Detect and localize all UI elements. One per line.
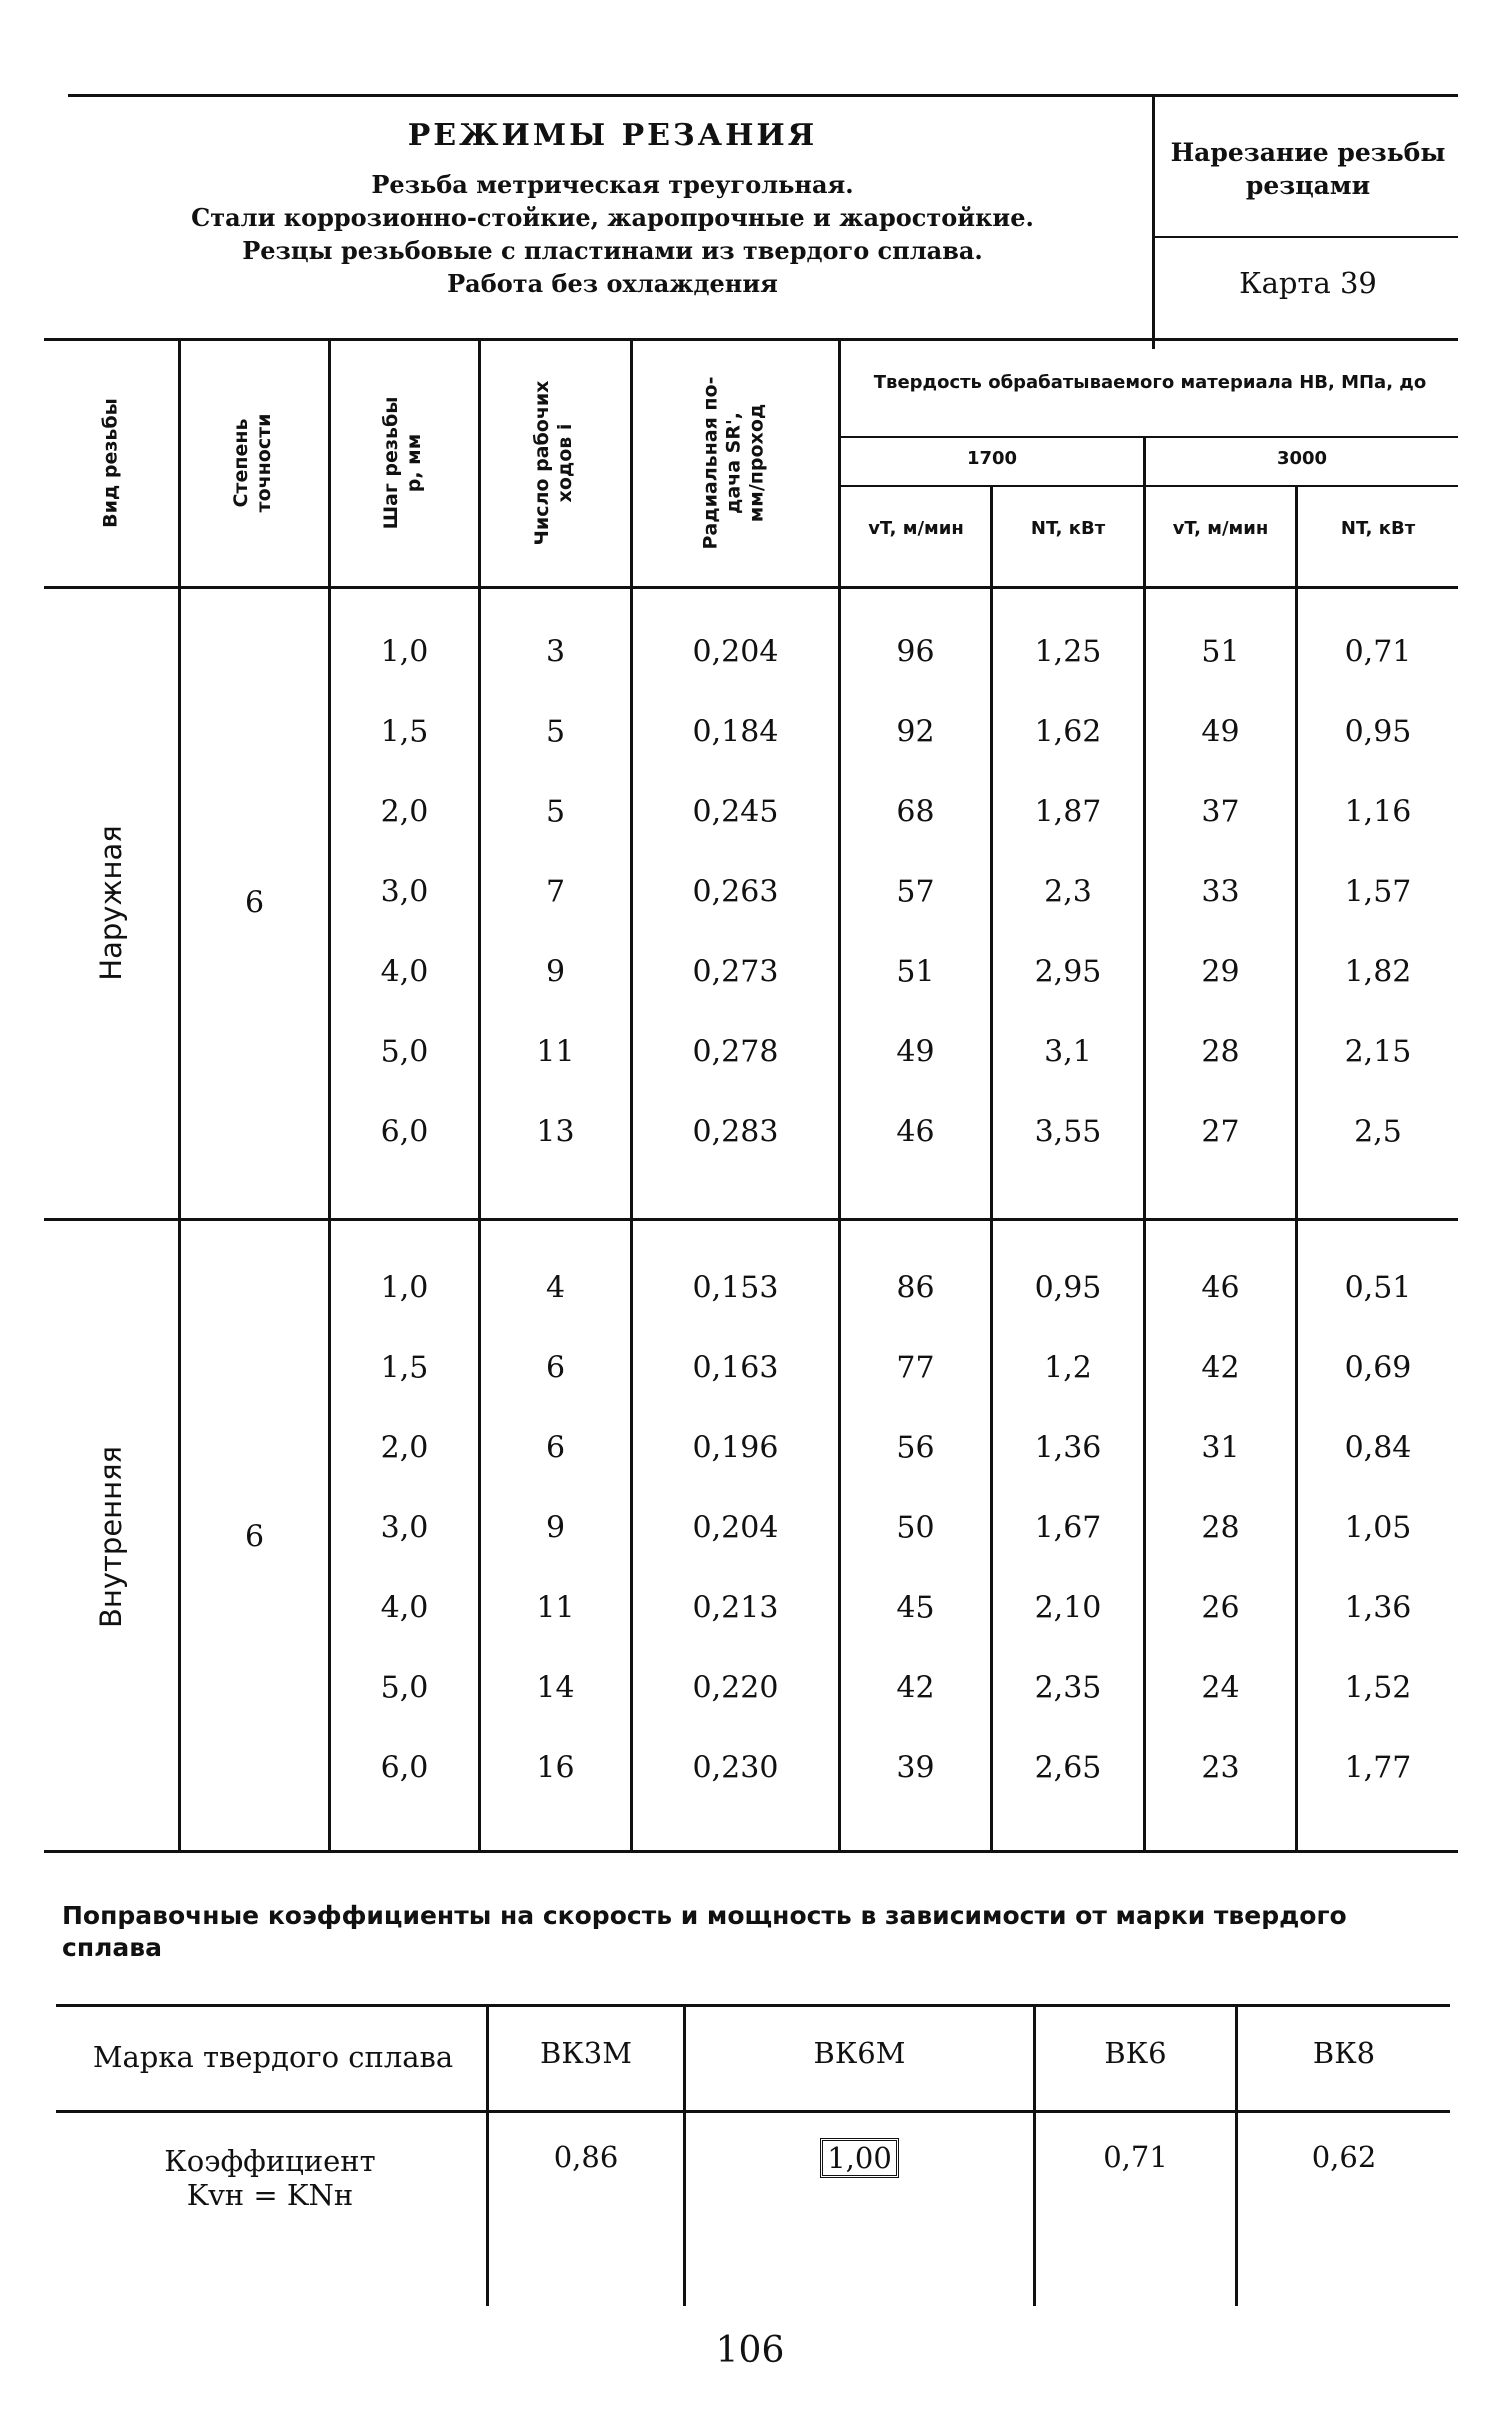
cell-n2: 1,05	[1344, 1510, 1412, 1546]
subtitle-line: Резьба метрическая треугольная.	[371, 170, 854, 199]
cell-v2: 46	[1201, 1270, 1240, 1306]
cell-v1: 86	[896, 1270, 935, 1306]
cell-feed: 0,220	[692, 1670, 779, 1706]
cell-feed: 0,196	[692, 1430, 779, 1466]
coef-vk6m-boxed: 1,00	[820, 2138, 899, 2178]
coef-label-text: Коэффициент	[164, 2144, 376, 2178]
cell-v1: 57	[896, 874, 935, 910]
cell-v2: 23	[1201, 1750, 1240, 1786]
grade-vk8: ВК8	[1312, 2036, 1376, 2070]
cell-n2: 2,5	[1354, 1114, 1402, 1150]
cell-passes: 6	[545, 1430, 566, 1466]
cell-n2: 1,36	[1344, 1590, 1412, 1626]
hardness-level-1700: 1700	[966, 448, 1018, 469]
col-header-n1: NT, кВт	[1030, 518, 1106, 539]
correction-top-rule	[56, 2004, 1450, 2007]
cell-passes: 4	[545, 1270, 566, 1306]
cell-feed: 0,278	[692, 1034, 779, 1070]
cell-v1: 45	[896, 1590, 935, 1626]
hardness-rule	[840, 436, 1458, 438]
cell-n2: 1,16	[1344, 794, 1412, 830]
cell-v1: 96	[896, 634, 935, 670]
grade-vk6m: ВК6М	[813, 2036, 906, 2070]
header-right-rule	[1155, 236, 1458, 238]
cell-n1: 3,1	[1044, 1034, 1092, 1070]
cell-n1: 3,55	[1034, 1114, 1102, 1150]
table-bottom-rule	[44, 1850, 1458, 1853]
group-label-external: Наружная	[94, 825, 128, 981]
cell-n1: 1,2	[1044, 1350, 1092, 1386]
cell-n2: 0,51	[1344, 1270, 1412, 1306]
cell-n2: 0,71	[1344, 634, 1412, 670]
correction-mid-rule	[56, 2110, 1450, 2113]
col-header-thread-type: Вид резьбы	[99, 398, 122, 528]
cell-n1: 2,65	[1034, 1750, 1102, 1786]
cell-passes: 16	[536, 1750, 575, 1786]
grade-vk3m: ВК3М	[540, 2036, 632, 2070]
cell-n2: 1,77	[1344, 1750, 1412, 1786]
cell-n2: 2,15	[1344, 1034, 1412, 1070]
cell-passes: 14	[536, 1670, 575, 1706]
cell-v1: 46	[896, 1114, 935, 1150]
coef-vk6m	[686, 2138, 1033, 2178]
col-divider	[1295, 487, 1298, 1852]
cell-n1: 2,95	[1034, 954, 1102, 990]
cell-passes: 9	[545, 1510, 566, 1546]
cell-v1: 77	[896, 1350, 935, 1386]
cell-pitch: 5,0	[380, 1670, 429, 1706]
cell-n2: 0,95	[1344, 714, 1412, 750]
col-header-n2: NT, кВт	[1340, 518, 1416, 539]
cell-v2: 27	[1201, 1114, 1240, 1150]
cell-v1: 49	[896, 1034, 935, 1070]
cell-feed: 0,273	[692, 954, 779, 990]
cell-n1: 1,67	[1034, 1510, 1102, 1546]
col-divider	[990, 487, 993, 1852]
subtitle-line: Стали коррозионно-стойкие, жаропрочные и жаростойкие.	[191, 203, 1034, 232]
cell-feed: 0,245	[692, 794, 779, 830]
subtitle-line: Резцы резьбовые с пластинами из твердого сплава.	[242, 236, 983, 265]
cell-v2: 37	[1201, 794, 1240, 830]
cell-v1: 68	[896, 794, 935, 830]
cell-v1: 51	[896, 954, 935, 990]
cell-feed: 0,213	[692, 1590, 779, 1626]
group-separator	[44, 1218, 1458, 1221]
cell-feed: 0,204	[692, 634, 779, 670]
header-bottom-rule	[44, 586, 1458, 589]
subtitle-line: Работа без охлаждения	[447, 269, 778, 298]
col-header-feed: Радиальная по- дача SR', мм/проход	[699, 376, 768, 550]
cell-passes: 13	[536, 1114, 575, 1150]
hardness-level-3000: 3000	[1276, 448, 1328, 469]
cell-passes: 5	[545, 794, 566, 830]
cell-pitch: 1,0	[380, 634, 429, 670]
cell-v1: 39	[896, 1750, 935, 1786]
cell-v2: 42	[1201, 1350, 1240, 1386]
cell-pitch: 1,0	[380, 1270, 429, 1306]
cell-passes: 5	[545, 714, 566, 750]
cell-pitch: 6,0	[380, 1114, 429, 1150]
cell-n1: 0,95	[1034, 1270, 1102, 1306]
accuracy-external: 6	[244, 885, 265, 921]
table-top-rule	[44, 338, 1458, 341]
operation-title: Нарезание резьбы резцами	[1170, 138, 1446, 200]
coef-label	[110, 2144, 430, 2212]
cell-feed: 0,204	[692, 1510, 779, 1546]
cell-n1: 2,10	[1034, 1590, 1102, 1626]
cell-passes: 11	[536, 1034, 575, 1070]
cell-pitch: 1,5	[380, 714, 429, 750]
cell-passes: 9	[545, 954, 566, 990]
cell-n2: 1,52	[1344, 1670, 1412, 1706]
cell-v2: 28	[1201, 1034, 1240, 1070]
cell-passes: 6	[545, 1350, 566, 1386]
cell-passes: 11	[536, 1590, 575, 1626]
cell-n2: 0,69	[1344, 1350, 1412, 1386]
cell-n1: 1,62	[1034, 714, 1102, 750]
accuracy-internal: 6	[244, 1519, 265, 1555]
cell-v2: 49	[1201, 714, 1240, 750]
cell-passes: 3	[545, 634, 566, 670]
header-top-rule	[68, 94, 1458, 97]
cell-passes: 7	[545, 874, 566, 910]
cell-n1: 2,3	[1044, 874, 1092, 910]
col-header-accuracy: Степень точности	[230, 413, 275, 513]
cell-v2: 51	[1201, 634, 1240, 670]
cell-n2: 1,82	[1344, 954, 1412, 990]
col-header-v2: vT, м/мин	[1172, 518, 1269, 539]
hardness-level-rule	[840, 485, 1458, 487]
page-number: 106	[715, 2330, 785, 2371]
cell-v1: 92	[896, 714, 935, 750]
cell-feed: 0,230	[692, 1750, 779, 1786]
grade-row-label: Марка твердого сплава	[92, 2040, 454, 2074]
col-header-passes: Число рабочих ходов i	[531, 380, 576, 546]
cell-pitch: 2,0	[380, 794, 429, 830]
cell-v2: 28	[1201, 1510, 1240, 1546]
cell-n1: 2,35	[1034, 1670, 1102, 1706]
group-label-internal: Внутренняя	[94, 1446, 128, 1628]
coef-formula: Kvн = KNн	[186, 2178, 354, 2212]
cell-pitch: 5,0	[380, 1034, 429, 1070]
cell-v1: 42	[896, 1670, 935, 1706]
cell-feed: 0,184	[692, 714, 779, 750]
cell-v2: 29	[1201, 954, 1240, 990]
grade-vk6: ВК6	[1104, 2036, 1167, 2070]
col-header-pitch: Шаг резьбы р, мм	[380, 396, 425, 530]
cell-feed: 0,153	[692, 1270, 779, 1306]
cell-pitch: 6,0	[380, 1750, 429, 1786]
hardness-header: Твердость обрабатываемого материала НВ, МПа, до	[873, 372, 1427, 393]
cell-v1: 56	[896, 1430, 935, 1466]
cell-n1: 1,36	[1034, 1430, 1102, 1466]
cell-feed: 0,283	[692, 1114, 779, 1150]
card-number: Карта 39	[1239, 266, 1377, 300]
cell-feed: 0,263	[692, 874, 779, 910]
cell-feed: 0,163	[692, 1350, 779, 1386]
page-subtitle	[70, 168, 1155, 300]
cell-pitch: 4,0	[380, 954, 429, 990]
cell-v2: 31	[1201, 1430, 1240, 1466]
cell-n2: 1,57	[1344, 874, 1412, 910]
cell-n2: 0,84	[1344, 1430, 1412, 1466]
coef-vk8: 0,62	[1311, 2140, 1377, 2174]
cell-v2: 26	[1201, 1590, 1240, 1626]
cell-pitch: 1,5	[380, 1350, 429, 1386]
cell-v2: 33	[1201, 874, 1240, 910]
cell-pitch: 3,0	[380, 1510, 429, 1546]
cell-v1: 50	[896, 1510, 935, 1546]
cell-n1: 1,87	[1034, 794, 1102, 830]
cell-n1: 1,25	[1034, 634, 1102, 670]
coef-vk3m: 0,86	[553, 2140, 619, 2174]
cell-pitch: 4,0	[380, 1590, 429, 1626]
cell-pitch: 3,0	[380, 874, 429, 910]
cell-pitch: 2,0	[380, 1430, 429, 1466]
coef-vk6: 0,71	[1103, 2140, 1168, 2174]
correction-note: Поправочные коэффициенты на скорость и мощность в зависимости от марки твердого сплава	[62, 1901, 1347, 1962]
col-header-v1: vT, м/мин	[868, 518, 964, 539]
col-divider	[178, 340, 181, 1852]
cell-v2: 24	[1201, 1670, 1240, 1706]
page-title: РЕЖИМЫ РЕЗАНИЯ	[407, 118, 818, 153]
